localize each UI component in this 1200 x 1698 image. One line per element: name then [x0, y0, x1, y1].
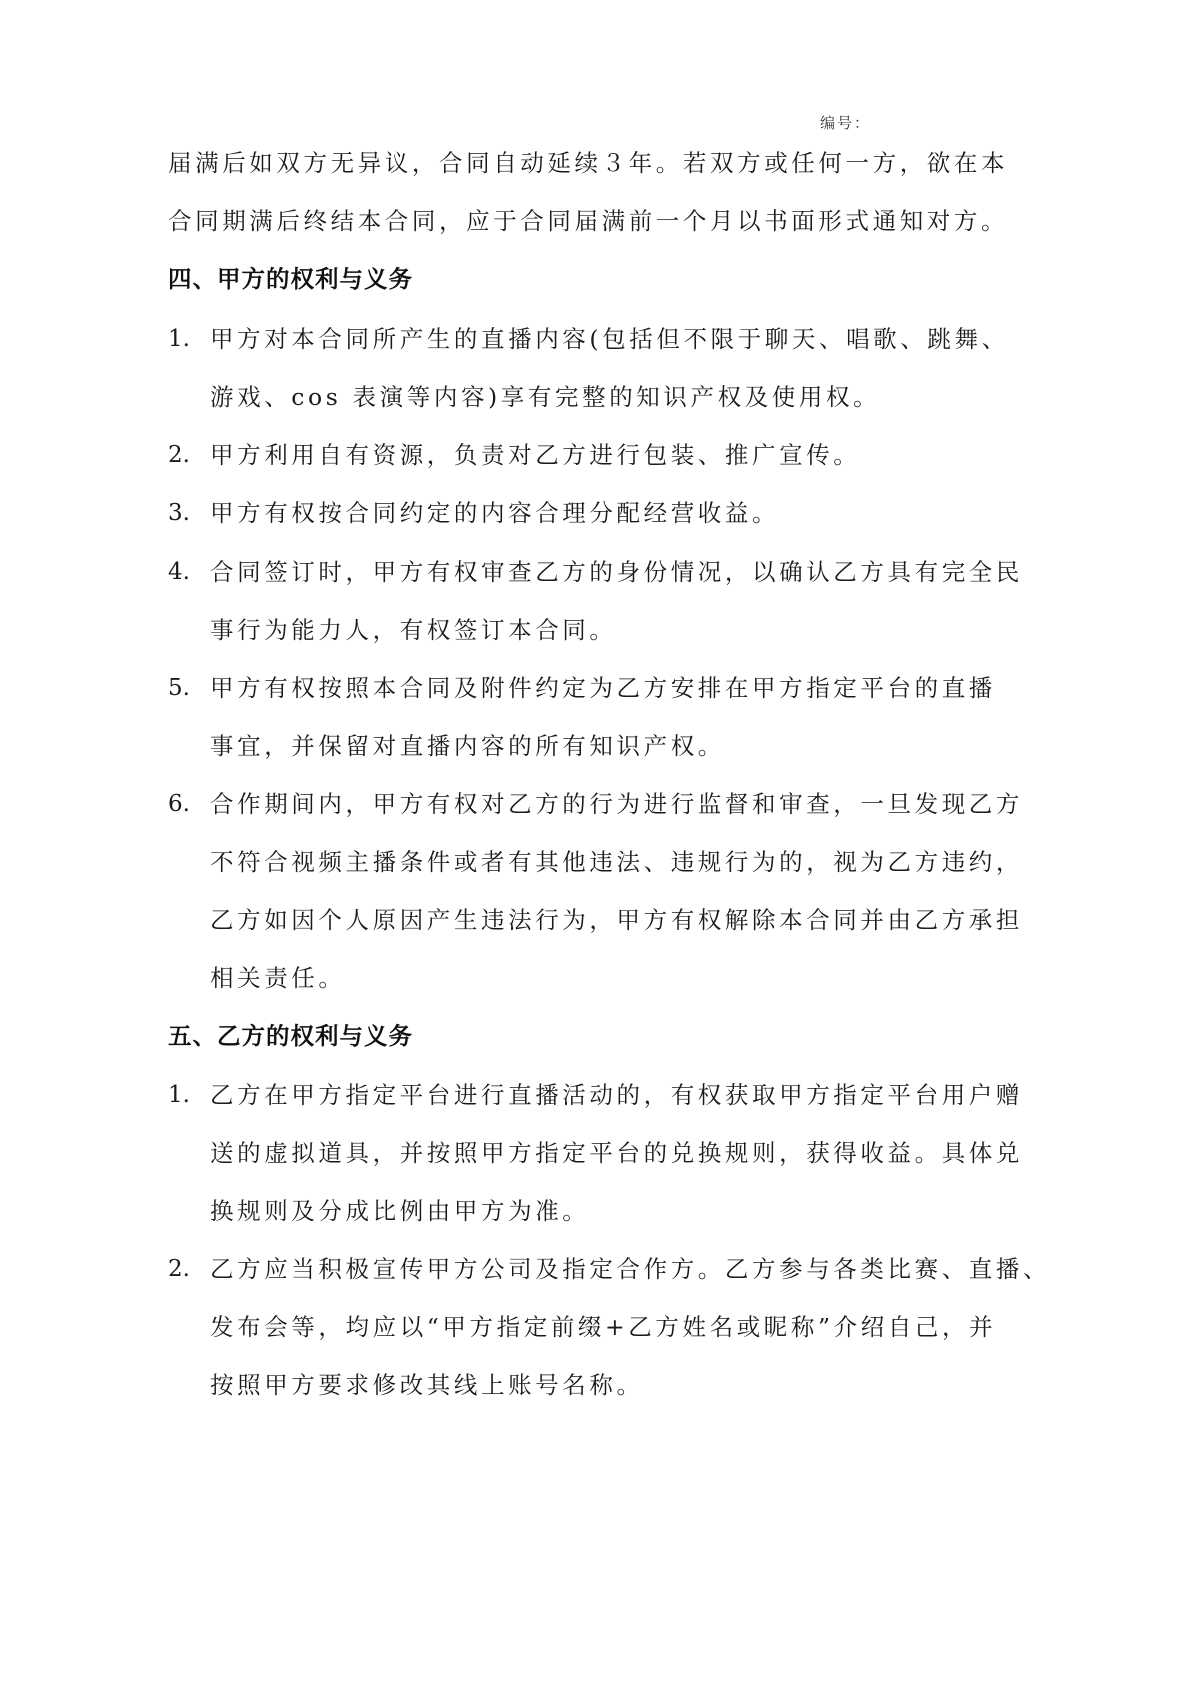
item-line: 乙方应当积极宣传甲方公司及指定合作方。乙方参与各类比赛、直播、 [210, 1255, 1051, 1283]
item-line: 甲方有权按照本合同及附件约定为乙方安排在甲方指定平台的直播 [210, 674, 996, 702]
item-line: 发布会等，均应以“甲方指定前缀+乙方姓名或昵称”介绍自己，并 [210, 1313, 997, 1341]
doc-number-label: 编号： [820, 114, 872, 132]
item-number: 6. [168, 791, 190, 817]
item-number: 2. [168, 1256, 190, 1282]
item-number: 4. [168, 559, 190, 585]
item-line: 游戏、cos 表演等内容)享有完整的知识产权及使用权。 [210, 383, 881, 411]
item-line: 乙方如因个人原因产生违法行为，甲方有权解除本合同并由乙方承担 [210, 906, 1023, 934]
item-number: 1. [168, 1082, 190, 1108]
item-line: 送的虚拟道具，并按照甲方指定平台的兑换规则，获得收益。具体兑 [210, 1139, 1023, 1167]
section-heading-party-b: 五、乙方的权利与义务 [168, 1022, 413, 1050]
item-line: 合同签订时，甲方有权审查乙方的身份情况，以确认乙方具有完全民 [210, 558, 1023, 586]
item-line: 甲方利用自有资源，负责对乙方进行包装、推广宣传。 [210, 441, 861, 469]
item-line: 按照甲方要求修改其线上账号名称。 [210, 1371, 644, 1399]
item-number: 5. [168, 675, 190, 701]
item-line: 换规则及分成比例由甲方为准。 [210, 1197, 590, 1225]
item-line: 不符合视频主播条件或者有其他违法、违规行为的，视为乙方违约， [210, 848, 1023, 876]
item-line: 相关责任。 [210, 964, 346, 992]
item-line: 乙方在甲方指定平台进行直播活动的，有权获取甲方指定平台用户赠 [210, 1081, 1023, 1109]
item-number: 2. [168, 442, 190, 468]
item-line: 合作期间内，甲方有权对乙方的行为进行监督和审查，一旦发现乙方 [210, 790, 1023, 818]
intro-line: 届满后如双方无异议，合同自动延续３年。若双方或任何一方，欲在本 [168, 149, 1009, 177]
intro-line: 合同期满后终结本合同，应于合同届满前一个月以书面形式通知对方。 [168, 207, 1009, 235]
item-line: 甲方对本合同所产生的直播内容(包括但不限于聊天、唱歌、跳舞、 [210, 325, 1009, 353]
item-number: 1. [168, 326, 190, 352]
item-number: 3. [168, 500, 190, 526]
item-line: 事行为能力人，有权签订本合同。 [210, 616, 617, 644]
item-line: 甲方有权按合同约定的内容合理分配经营收益。 [210, 499, 780, 527]
section-heading-party-a: 四、甲方的权利与义务 [168, 265, 413, 293]
item-line: 事宜，并保留对直播内容的所有知识产权。 [210, 732, 725, 760]
